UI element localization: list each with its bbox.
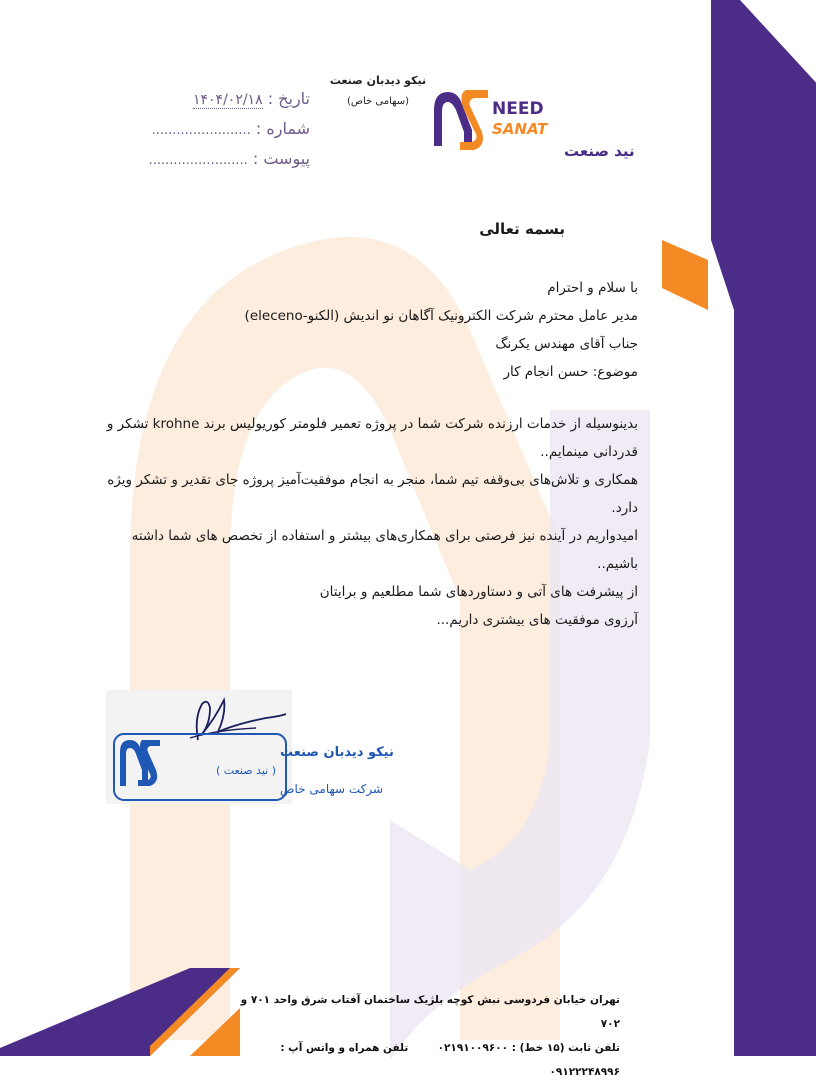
company-logo xyxy=(430,84,635,168)
footer-contacts xyxy=(240,1036,620,1084)
paragraph-5: آرزوی موفقیت های بیشتری داریم... xyxy=(436,612,638,628)
number-label: شماره : xyxy=(255,119,310,138)
number-row xyxy=(100,114,310,144)
paragraph-1: بدینوسیله از خدمات ارزنده شرکت شما در پروژه تعمیر فلومتر کوریولیس برند krohne تشکر و قدردانی مینمایم.. xyxy=(106,416,638,460)
footer-mobile: تلفن همراه و واتس آپ : ۰۹۱۲۲۲۴۸۹۹۶ xyxy=(280,1042,620,1078)
subject: موضوع: حسن انجام کار xyxy=(503,364,638,380)
footer xyxy=(240,988,620,1084)
date-value: ۱۴۰۴/۰۲/۱۸ xyxy=(193,92,263,108)
date-row xyxy=(100,84,310,114)
date-label: تاریخ : xyxy=(267,89,310,108)
company-type: (سهامی خاص) xyxy=(346,96,410,107)
attention: جناب آقای مهندس یکرنگ xyxy=(495,336,638,352)
attachment-row xyxy=(100,144,310,174)
stamp-line-3: شرکت سهامی خاص xyxy=(280,782,384,796)
logo-latin-bottom: SANAT xyxy=(492,120,548,138)
header-fields xyxy=(100,84,310,174)
logo-persian: نید صنعت xyxy=(564,142,635,160)
stamp-line-2: ( نید صنعت ) xyxy=(216,764,276,777)
letter-body xyxy=(100,274,638,634)
logo-latin-top: NEED xyxy=(492,99,544,119)
company-name: نیکو دیدبان صنعت xyxy=(329,74,427,87)
footer-phone: تلفن ثابت (۱۵ خط) : ۰۲۱۹۱۰۰۹۶۰۰ xyxy=(437,1042,620,1054)
stamp-line-1: نیکو دیدبان صنعت xyxy=(280,745,394,760)
salutation: بسمه تعالی xyxy=(479,220,565,238)
paragraph-2: همکاری و تلاش‌های بی‌وقفه تیم شما، منجر به انجام موفقیت‌آمیز پروژه جای تقدیر و تشکر ویژه دارد. xyxy=(107,472,638,516)
greeting: با سلام و احترام xyxy=(547,280,638,296)
bottom-decor-band xyxy=(0,986,240,1056)
company-stamp xyxy=(106,690,394,804)
right-decor-band xyxy=(656,0,816,1056)
paragraph-4: از پیشرفت های آتی و دستاوردهای شما مطلعیم و برایتان xyxy=(319,584,638,600)
recipient: مدیر عامل محترم شرکت الکترونیک آگاهان نو اندیش (الکنو-eleceno) xyxy=(244,308,638,324)
number-dots: ........................ xyxy=(151,123,251,138)
paragraph-3: امیدواریم در آینده نیز فرصتی برای همکاری‌های بیشتر و استفاده از تخصص های شما داشته باشیم.. xyxy=(131,528,638,572)
attachment-dots: ........................ xyxy=(148,153,248,168)
attachment-label: پیوست : xyxy=(252,149,310,168)
footer-address: تهران خیابان فردوسی نبش کوچه بلژیک ساختمان آفتاب شرق واحد ۷۰۱ و ۷۰۲ xyxy=(240,994,620,1030)
